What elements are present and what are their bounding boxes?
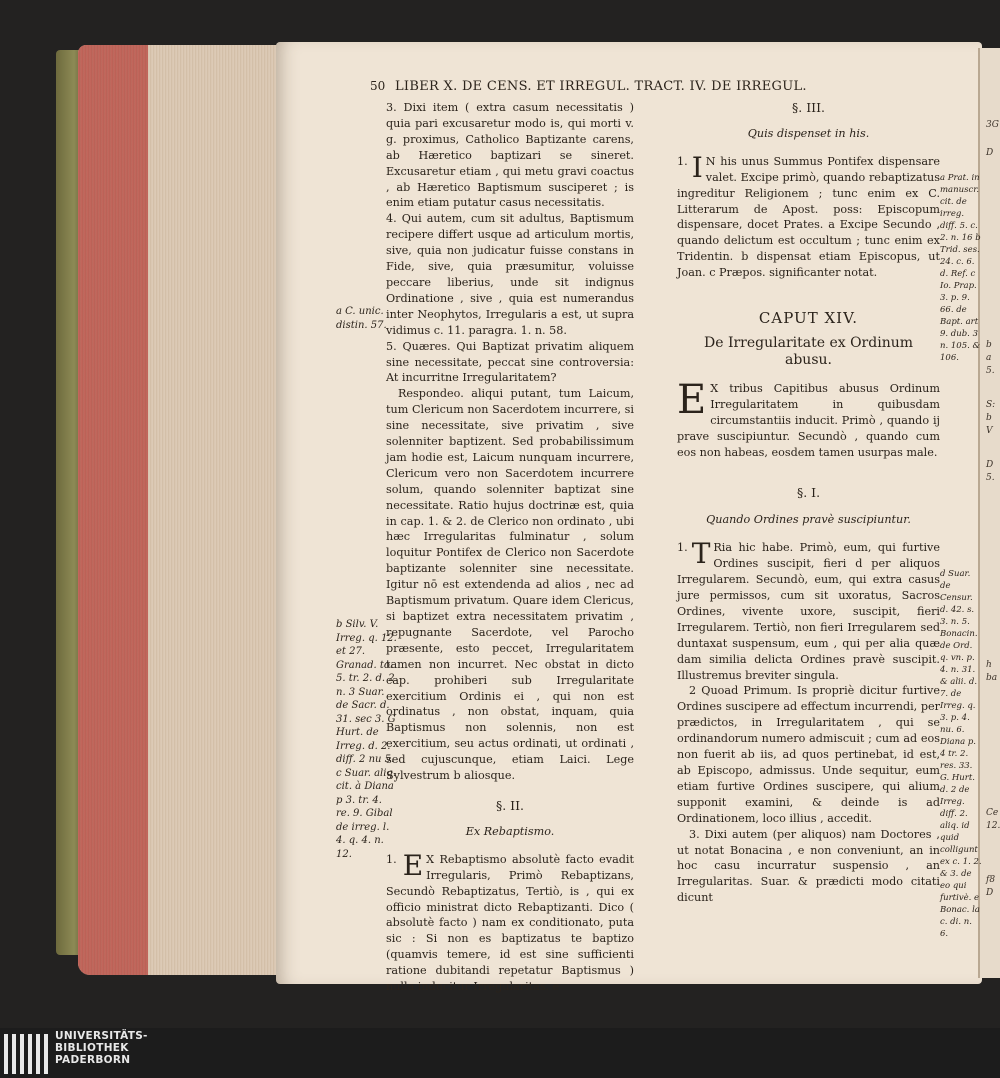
right-text-column bbox=[677, 100, 940, 906]
paragraph-abuse bbox=[677, 376, 940, 461]
paragraph: Respondeo. aliqui putant, tum Laicum, tum Clericum non Sacerdotem incurrere, si sine necessitate, sive privatim , sive solenniter baptizent. Sed probabilissimum jam hodie est, Laicum nunquam incurrere, Clericum vero non Sacerdotem incurrere solum, quando solenniter baptizat sine necessitate. Ratio hujus doctrinæ est, quia in cap. 1. & 2. de Clerico non ordinato , ubi hæc Irregularitas fulminatur , solum loquitur Pontifex de Clerico non Sacerdote baptizante solenniter sine necessitate. Igitur nō est extendenda ad alios , nec ad Baptismum privatum. Quare idem Clericus, si baptizet extra necessitatem privatim , repugnante Sacerdote, vel Parocho præsente, esto peccet, Irregularitatem tamen non incurret. Nec obstat in dicto cap. prohiberi sub Irregularitate exercitium Ordinis ei , qui non est ordinatus , non obstat, inquam, quia Baptismus non solennis, non est exercitium, seu actus ordinati, ut ordinati , sed cujuscunque, etiam Laici. Lege Sylvestrum b aliosque. bbox=[386, 387, 634, 783]
section-heading: §. I. bbox=[796, 484, 821, 500]
running-title: LIBER X. DE CENS. ET IRREGUL. TRACT. IV. DE IRREGUL. bbox=[395, 79, 807, 94]
margin-note-a: a C. unic. distin. 57. bbox=[336, 306, 387, 331]
drop-cap: E bbox=[677, 376, 707, 423]
next-page-fragment: 5. bbox=[986, 473, 995, 483]
next-page-fragment: a bbox=[986, 353, 992, 363]
paragraph: 5. Quæres. Qui Baptizat privatim aliquem sine necessitate, peccat sine controversia: At incurritne Irregularitatem? bbox=[386, 339, 634, 385]
margin-note-b: b Silv. V. Irreg. q. 12. et 27. Granad. to. 5. tr. 2. d. 2. n. 3 Suar. de Sacr. d. 31. sec 3. G Hurt. de Irreg. d. 2. diff. 2 nu 5. c Suar. aliq. cit. à Diana p 3. tr. 4. re. 9. Gibal de irreg. l. 4. q. 4. n. 12. bbox=[336, 619, 398, 860]
section-heading: §. II. bbox=[495, 797, 525, 813]
section-title: Quando Ordines pravè suscipiuntur. bbox=[706, 513, 911, 527]
section-heading: §. III. bbox=[792, 100, 825, 115]
footer-bar bbox=[0, 1028, 1000, 1078]
paragraph-number: 1. bbox=[386, 852, 397, 866]
library-logo-icon bbox=[4, 1034, 50, 1074]
next-page-fragment: D bbox=[986, 460, 994, 470]
chapter-title-cont: abusu. bbox=[785, 351, 832, 368]
chapter-heading: CAPUT XIV. bbox=[758, 309, 859, 328]
paragraph-text: N his unus Summus Pontifex dispensare valet. Excipe primò, quando rebaptizatus ingreditur Religionem ; tunc enim ex C. Litterarum de Apost. poss: Episcopum dispensare, docet Prates. a Excipe Secundo , quando delictum est occultum ; tunc enim ex Tridentin. b dispensat etiam Episcopus, ut Joan. c Præpos. significanter notat. bbox=[677, 154, 940, 280]
paragraph-dispensation bbox=[677, 150, 940, 281]
paragraph: 3. Dixi autem (per aliquos) nam Doctores , ut notat Bonacina , e non conveniunt, an in hoc casu incurratur suspensio , an Irregularitas. Suar. & prædicti modo citati dicunt bbox=[677, 827, 940, 905]
library-name bbox=[55, 1030, 148, 1066]
paragraph-text: X tribus Capitibus abusus Ordinum Irregularitatem in quibusdam circumstantiis inducit. Primò , quando ij prave suscipiuntur. Secundò , quando cum eos non habeas, eosdem tamen usurpas male. bbox=[677, 381, 940, 459]
section-title: Quis dispenset in his. bbox=[747, 126, 870, 140]
next-page-fragment: b bbox=[986, 413, 992, 423]
paragraph-text: Ria hic habe. Primò, eum, qui furtive Ordines suscipit, fieri d per aliquos Irregularem. Secundò, eum, qui extra casus jure permissos, cum sit uxoratus, Sacros Ordines, vivente uxore, suscipit, fieri Irregularem. Tertiò, non fieri Irregularem sed duntaxat suspensum, eum , qui per alia quæ dam similia delicta Ordines pravè suscipit. Illustremus breviter singula. bbox=[677, 541, 940, 682]
paragraph: 2 Quoad Primum. Is propriè dicitur furtive Ordines suscipere ad effectum incurrendi, per prædictos, in Irregularitatem , qui se ordinandorum numero admiscuit ; cum ad eos non fuerit ab iis, ad quos pertinebat, id est, ab Episcopo, admissus. Unde sequitur, eum etiam furtive Ordines suscipere, qui alium supponit examini, & deinde is ad Ordinationem, loco illius , accedit. bbox=[677, 684, 940, 825]
drop-cap: T bbox=[691, 537, 711, 571]
next-page-fragment: 5. bbox=[986, 366, 995, 376]
paragraph-text: X Rebaptismo absolutè facto evadit Irregularis, Primò Rebaptizans, Secundò Rebaptizatus, Tertiò, is , qui ex officio ministrat dicto Rebaptizanti. Dico ( absolutè facto ) nam ex conditionato, puta sic : Si non es baptizatus te baptizo (quamvis temere, id est sine sufficienti ratione dubitandi repetatur Baptismus ) nulla inducitur Irregularitas. e bbox=[386, 852, 634, 994]
drop-cap: E bbox=[402, 848, 424, 882]
margin-note-right-d: d Suar. de Censur. d. 42. s. 3. n. 5. Bonacin. de Ord. q. vn. p. 4. n. 31. & alii. d. 7. de Irreg. q. 3. p. 4. nu. 6. Diana p. 4 tr. 2. res. 33. G. Hurt. d. 2 de Irreg. diff. 2. aliq. id quid colligunt ex c. 1. 2. & 3. de eo qui furtivè. e Bonac. la c. di. n. 6. bbox=[940, 569, 982, 939]
next-page-fragment: b bbox=[986, 340, 992, 350]
paragraph-number: 1. bbox=[677, 541, 688, 555]
next-page-fragment: D bbox=[986, 148, 994, 158]
next-page-fragment: S: bbox=[986, 400, 996, 410]
red-page-edges bbox=[78, 45, 148, 975]
paragraph-number: 1. bbox=[677, 154, 688, 168]
next-page-fragment: f8 bbox=[986, 875, 996, 885]
next-page-fragment: 12. bbox=[986, 821, 1000, 831]
paragraph-three-cases bbox=[677, 537, 940, 683]
next-page-fragment: D bbox=[986, 888, 994, 898]
next-page-fragment: ba bbox=[986, 673, 998, 683]
library-name-line: BIBLIOTHEK bbox=[55, 1042, 129, 1054]
next-page-fragment: h bbox=[986, 660, 992, 670]
chapter-title: De Irregularitate ex Ordinum bbox=[703, 334, 913, 351]
section-title: Ex Rebaptismo. bbox=[465, 824, 555, 838]
paragraph-rebaptism bbox=[386, 848, 634, 995]
margin-note-right-a: a Prat. in manuscr. cit. de irreg. diff. 5. c. 2. n. 16 b Trid. ses. 24. c. 6. d. Ref. c Io. Prap. 3. p. 9. 66. de Bapt. art 9. dub. 3 n. 105. & 106. bbox=[940, 173, 981, 363]
paragraph: 4. Qui autem, cum sit adultus, Baptismum recipere differt usque ad articulum mortis, sive, quia non judicatur fuisse constans in Fide, sive, quia præsumitur, voluisse peccare liberius, unde sit indignus Ordinatione , sive , quia est numerandus inter Neophytos, Irregularis a est, ut supra vidimus c. 11. paragra. 1. n. 58. bbox=[386, 212, 634, 337]
paragraph: 3. Dixi item ( extra casum necessitatis ) quia pari excusaretur modo is, qui morti v. g. proximus, Catholico Baptizante carens, ab Hæretico baptizari se sineret. Excusaretur etiam , qui metu gravi coactus , ab Hæretico Baptismum susciperet ; is enim etiam putatur casus necessitatis. bbox=[386, 101, 634, 210]
next-page-fragment: Ce bbox=[986, 808, 999, 818]
next-page-fragment: 3G bbox=[986, 120, 999, 130]
next-page-fragment: V bbox=[986, 426, 993, 436]
page-number: 50 bbox=[370, 79, 386, 93]
left-text-column bbox=[386, 100, 634, 995]
library-name-line: PADERBORN bbox=[55, 1054, 131, 1066]
drop-cap: I bbox=[691, 150, 703, 184]
library-name-line: UNIVERSITÄTS- bbox=[55, 1030, 148, 1042]
